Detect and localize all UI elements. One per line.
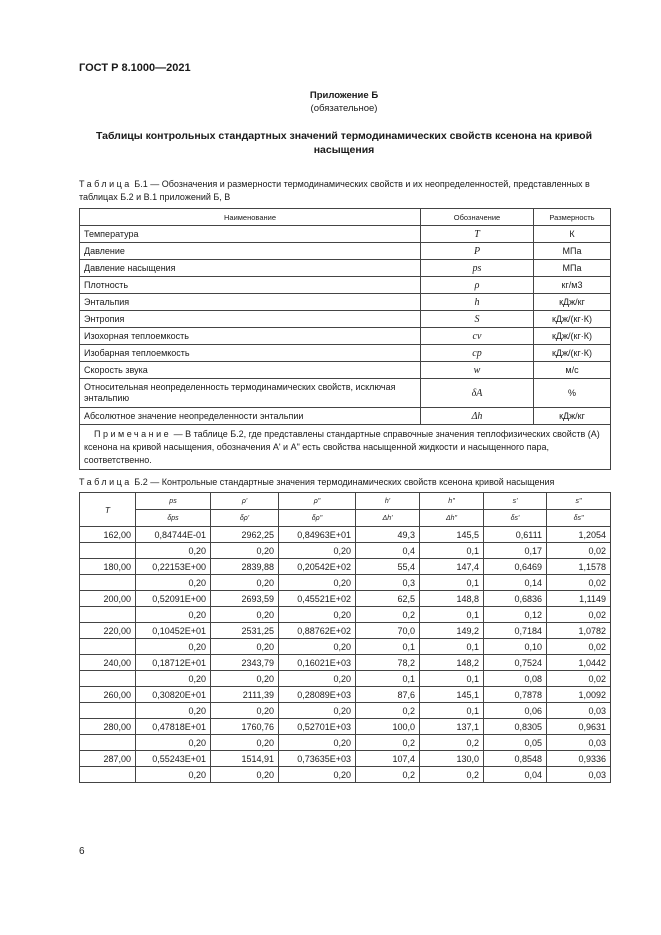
- property-unit: МПа: [534, 243, 611, 260]
- value-cell: 1,2054: [547, 527, 611, 543]
- property-unit: кДж/(кг·К): [534, 311, 611, 328]
- uncertainty-cell: 0,02: [547, 671, 611, 687]
- value-cell: 0,9631: [547, 719, 611, 735]
- value-cell: 2343,79: [211, 655, 279, 671]
- uncertainty-cell: 0,20: [136, 607, 211, 623]
- col-header-unit: Размерность: [534, 209, 611, 226]
- value-cell: 62,5: [356, 591, 420, 607]
- uncertainty-cell: 0,02: [547, 575, 611, 591]
- value-cell: 2839,88: [211, 559, 279, 575]
- uncertainty-cell: 0,20: [211, 639, 279, 655]
- note-label: Примечание: [94, 428, 172, 439]
- uncertainty-cell: 0,02: [547, 543, 611, 559]
- property-symbol: δA: [421, 379, 534, 408]
- uncertainty-cell: 0,2: [356, 735, 420, 751]
- property-name: Плотность: [80, 277, 421, 294]
- uncertainty-cell: 0,02: [547, 639, 611, 655]
- col-header-uncertainty: δρ": [279, 510, 356, 527]
- uncertainty-cell: 0,20: [211, 575, 279, 591]
- table-row: [80, 226, 611, 243]
- table-row: [80, 623, 611, 639]
- value-cell: 145,5: [420, 527, 484, 543]
- value-cell: 1,1578: [547, 559, 611, 575]
- table-row: [80, 719, 611, 735]
- value-cell: 2693,59: [211, 591, 279, 607]
- col-header-symbol: Обозначение: [421, 209, 534, 226]
- value-cell: 137,1: [420, 719, 484, 735]
- uncertainty-cell: 0,1: [420, 671, 484, 687]
- property-name: Изобарная теплоемкость: [80, 345, 421, 362]
- uncertainty-row: [80, 607, 611, 623]
- uncertainty-cell: 0,2: [420, 767, 484, 783]
- col-header-property: ρ": [279, 493, 356, 510]
- value-cell: 87,6: [356, 687, 420, 703]
- uncertainty-cell: 0,20: [279, 703, 356, 719]
- uncertainty-cell: 0,1: [420, 607, 484, 623]
- standard-number: ГОСТ Р 8.1000—2021: [79, 62, 191, 74]
- reference-values-table: [79, 492, 611, 783]
- uncertainty-cell: 0,2: [356, 703, 420, 719]
- uncertainty-cell: 0,20: [211, 703, 279, 719]
- col-header-uncertainty: δps: [136, 510, 211, 527]
- uncertainty-cell: 0,2: [356, 767, 420, 783]
- table-note-row: [80, 425, 611, 470]
- value-cell: 0,20542E+02: [279, 559, 356, 575]
- value-cell: 0,55243E+01: [136, 751, 211, 767]
- temperature-cell: 260,00: [80, 687, 136, 703]
- value-cell: 0,88762E+02: [279, 623, 356, 639]
- table2-caption: Таблица Б.2 — Контрольные стандартные значения термодинамических свойств ксенона кривой насыщения: [79, 477, 555, 487]
- value-cell: 0,18712E+01: [136, 655, 211, 671]
- value-cell: 0,47818E+01: [136, 719, 211, 735]
- table-row: [80, 687, 611, 703]
- table-row: [80, 408, 611, 425]
- uncertainty-cell: 0,20: [211, 607, 279, 623]
- table-row: [80, 655, 611, 671]
- uncertainty-cell: 0,1: [420, 703, 484, 719]
- uncertainty-cell: 0,20: [279, 543, 356, 559]
- uncertainty-cell: 0,03: [547, 735, 611, 751]
- uncertainty-row: [80, 671, 611, 687]
- uncertainty-cell: 0,05: [484, 735, 547, 751]
- uncertainty-row: [80, 735, 611, 751]
- temperature-cell: 287,00: [80, 751, 136, 767]
- value-cell: 107,4: [356, 751, 420, 767]
- empty-cell: [80, 735, 136, 751]
- uncertainty-cell: 0,04: [484, 767, 547, 783]
- col-header-uncertainty: δs': [484, 510, 547, 527]
- property-unit: кг/м3: [534, 277, 611, 294]
- empty-cell: [80, 703, 136, 719]
- value-cell: 145,1: [420, 687, 484, 703]
- value-cell: 0,30820E+01: [136, 687, 211, 703]
- uncertainty-cell: 0,20: [136, 543, 211, 559]
- property-symbol: ps: [421, 260, 534, 277]
- uncertainty-cell: 0,20: [136, 639, 211, 655]
- value-cell: 0,7184: [484, 623, 547, 639]
- uncertainty-row: [80, 543, 611, 559]
- property-name: Изохорная теплоемкость: [80, 328, 421, 345]
- table-row: [80, 591, 611, 607]
- uncertainty-cell: 0,20: [279, 575, 356, 591]
- uncertainty-cell: 0,1: [420, 575, 484, 591]
- uncertainty-row: [80, 639, 611, 655]
- temperature-cell: 220,00: [80, 623, 136, 639]
- uncertainty-cell: 0,1: [356, 671, 420, 687]
- property-unit: %: [534, 379, 611, 408]
- uncertainty-cell: 0,20: [136, 767, 211, 783]
- uncertainty-row: [80, 575, 611, 591]
- header-row-properties: [80, 493, 611, 510]
- table-row: [80, 345, 611, 362]
- uncertainty-cell: 0,2: [420, 735, 484, 751]
- col-header-uncertainty: Δh": [420, 510, 484, 527]
- value-cell: 0,10452E+01: [136, 623, 211, 639]
- property-unit: кДж/(кг·К): [534, 345, 611, 362]
- table-row: [80, 527, 611, 543]
- value-cell: 0,6111: [484, 527, 547, 543]
- value-cell: 2531,25: [211, 623, 279, 639]
- uncertainty-cell: 0,20: [279, 735, 356, 751]
- col-header-name: Наименование: [80, 209, 421, 226]
- col-header-property: s": [547, 493, 611, 510]
- value-cell: 1,0782: [547, 623, 611, 639]
- value-cell: 0,7878: [484, 687, 547, 703]
- empty-cell: [80, 607, 136, 623]
- property-name: Энтропия: [80, 311, 421, 328]
- uncertainty-cell: 0,20: [136, 671, 211, 687]
- table-row: [80, 311, 611, 328]
- table-row: [80, 260, 611, 277]
- designations-table: [79, 208, 611, 470]
- value-cell: 100,0: [356, 719, 420, 735]
- property-name: Абсолютное значение неопределенности энтальпии: [80, 408, 421, 425]
- uncertainty-cell: 0,1: [420, 639, 484, 655]
- empty-cell: [80, 767, 136, 783]
- property-name: Относительная неопределенность термодинамических свойств, исключая энтальпию: [80, 379, 421, 408]
- table-note: [80, 425, 611, 470]
- property-name: Температура: [80, 226, 421, 243]
- temperature-cell: 240,00: [80, 655, 136, 671]
- table-row: [80, 559, 611, 575]
- uncertainty-cell: 0,08: [484, 671, 547, 687]
- uncertainty-cell: 0,20: [136, 703, 211, 719]
- uncertainty-cell: 0,1: [356, 639, 420, 655]
- note-text: — В таблице Б.2, где представлены стандартные справочные значения теплофизических свойств (A) ксенона на кривой насыщения, обозначения A' и A" есть свойства насыщенной жидкости и насыщенного пара, соответственно.: [84, 428, 600, 465]
- property-symbol: Δh: [421, 408, 534, 425]
- value-cell: 0,84963E+01: [279, 527, 356, 543]
- property-symbol: P: [421, 243, 534, 260]
- col-header-uncertainty: δs": [547, 510, 611, 527]
- annex-heading: Таблицы контрольных стандартных значений термодинамических свойств ксенона на кривой насыщения: [95, 130, 593, 156]
- value-cell: 149,2: [420, 623, 484, 639]
- property-unit: МПа: [534, 260, 611, 277]
- annex-subtitle: (обязательное): [310, 103, 378, 114]
- value-cell: 1,1149: [547, 591, 611, 607]
- header-row-uncertainty: [80, 510, 611, 527]
- value-cell: 0,45521E+02: [279, 591, 356, 607]
- value-cell: 0,52701E+03: [279, 719, 356, 735]
- table-row: [80, 294, 611, 311]
- value-cell: 55,4: [356, 559, 420, 575]
- value-cell: 49,3: [356, 527, 420, 543]
- property-unit: кДж/(кг·К): [534, 328, 611, 345]
- property-symbol: h: [421, 294, 534, 311]
- table-row: [80, 243, 611, 260]
- col-header-property: ρ': [211, 493, 279, 510]
- empty-cell: [80, 575, 136, 591]
- col-header-property: h": [420, 493, 484, 510]
- property-symbol: cv: [421, 328, 534, 345]
- temperature-cell: 180,00: [80, 559, 136, 575]
- value-cell: 1,0442: [547, 655, 611, 671]
- table-row: [80, 362, 611, 379]
- property-name: Скорость звука: [80, 362, 421, 379]
- value-cell: 1,0092: [547, 687, 611, 703]
- table-row: [80, 751, 611, 767]
- uncertainty-cell: 0,20: [211, 671, 279, 687]
- col-header-property: ps: [136, 493, 211, 510]
- uncertainty-cell: 0,06: [484, 703, 547, 719]
- uncertainty-cell: 0,20: [279, 671, 356, 687]
- property-unit: кДж/кг: [534, 294, 611, 311]
- temperature-cell: 162,00: [80, 527, 136, 543]
- value-cell: 78,2: [356, 655, 420, 671]
- uncertainty-cell: 0,14: [484, 575, 547, 591]
- uncertainty-row: [80, 703, 611, 719]
- uncertainty-cell: 0,2: [356, 607, 420, 623]
- col-header-uncertainty: Δh': [356, 510, 420, 527]
- uncertainty-cell: 0,02: [547, 607, 611, 623]
- table-row: [80, 277, 611, 294]
- uncertainty-row: [80, 767, 611, 783]
- value-cell: 0,22153E+00: [136, 559, 211, 575]
- property-symbol: S: [421, 311, 534, 328]
- value-cell: 0,52091E+00: [136, 591, 211, 607]
- uncertainty-cell: 0,20: [211, 767, 279, 783]
- table-row: [80, 328, 611, 345]
- uncertainty-cell: 0,20: [211, 735, 279, 751]
- col-header-uncertainty: δρ': [211, 510, 279, 527]
- value-cell: 1760,76: [211, 719, 279, 735]
- value-cell: 0,28089E+03: [279, 687, 356, 703]
- empty-cell: [80, 671, 136, 687]
- property-name: Энтальпия: [80, 294, 421, 311]
- property-symbol: w: [421, 362, 534, 379]
- value-cell: 70,0: [356, 623, 420, 639]
- uncertainty-cell: 0,1: [420, 543, 484, 559]
- uncertainty-cell: 0,20: [211, 543, 279, 559]
- annex-title: Приложение Б: [309, 90, 379, 101]
- col-header-property: h': [356, 493, 420, 510]
- temperature-cell: 280,00: [80, 719, 136, 735]
- uncertainty-cell: 0,10: [484, 639, 547, 655]
- value-cell: 0,8305: [484, 719, 547, 735]
- property-symbol: T: [421, 226, 534, 243]
- value-cell: 0,8548: [484, 751, 547, 767]
- property-symbol: ρ: [421, 277, 534, 294]
- value-cell: 130,0: [420, 751, 484, 767]
- property-name: Давление: [80, 243, 421, 260]
- value-cell: 0,73635E+03: [279, 751, 356, 767]
- uncertainty-cell: 0,12: [484, 607, 547, 623]
- property-unit: К: [534, 226, 611, 243]
- col-header-property: s': [484, 493, 547, 510]
- empty-cell: [80, 639, 136, 655]
- page-number: 6: [79, 846, 85, 857]
- value-cell: 2962,25: [211, 527, 279, 543]
- temperature-cell: 200,00: [80, 591, 136, 607]
- uncertainty-cell: 0,20: [279, 639, 356, 655]
- property-symbol: cp: [421, 345, 534, 362]
- uncertainty-cell: 0,20: [136, 735, 211, 751]
- value-cell: 2111,39: [211, 687, 279, 703]
- value-cell: 147,4: [420, 559, 484, 575]
- property-name: Давление насыщения: [80, 260, 421, 277]
- uncertainty-cell: 0,03: [547, 703, 611, 719]
- value-cell: 0,84744E-01: [136, 527, 211, 543]
- col-header-temperature: T: [80, 493, 136, 527]
- property-unit: кДж/кг: [534, 408, 611, 425]
- value-cell: 0,16021E+03: [279, 655, 356, 671]
- table1-caption: Таблица Б.1 — Обозначения и размерности термодинамических свойств и их неопределенностей, представленных в таблицах Б.2 и В.1 приложений Б, В: [79, 179, 590, 202]
- value-cell: 148,2: [420, 655, 484, 671]
- value-cell: 0,9336: [547, 751, 611, 767]
- value-cell: 0,7524: [484, 655, 547, 671]
- empty-cell: [80, 543, 136, 559]
- value-cell: 148,8: [420, 591, 484, 607]
- uncertainty-cell: 0,03: [547, 767, 611, 783]
- value-cell: 1514,91: [211, 751, 279, 767]
- table-row: [80, 379, 611, 408]
- property-unit: м/с: [534, 362, 611, 379]
- uncertainty-cell: 0,3: [356, 575, 420, 591]
- uncertainty-cell: 0,20: [136, 575, 211, 591]
- value-cell: 0,6469: [484, 559, 547, 575]
- uncertainty-cell: 0,4: [356, 543, 420, 559]
- value-cell: 0,6836: [484, 591, 547, 607]
- uncertainty-cell: 0,20: [279, 767, 356, 783]
- uncertainty-cell: 0,20: [279, 607, 356, 623]
- uncertainty-cell: 0,17: [484, 543, 547, 559]
